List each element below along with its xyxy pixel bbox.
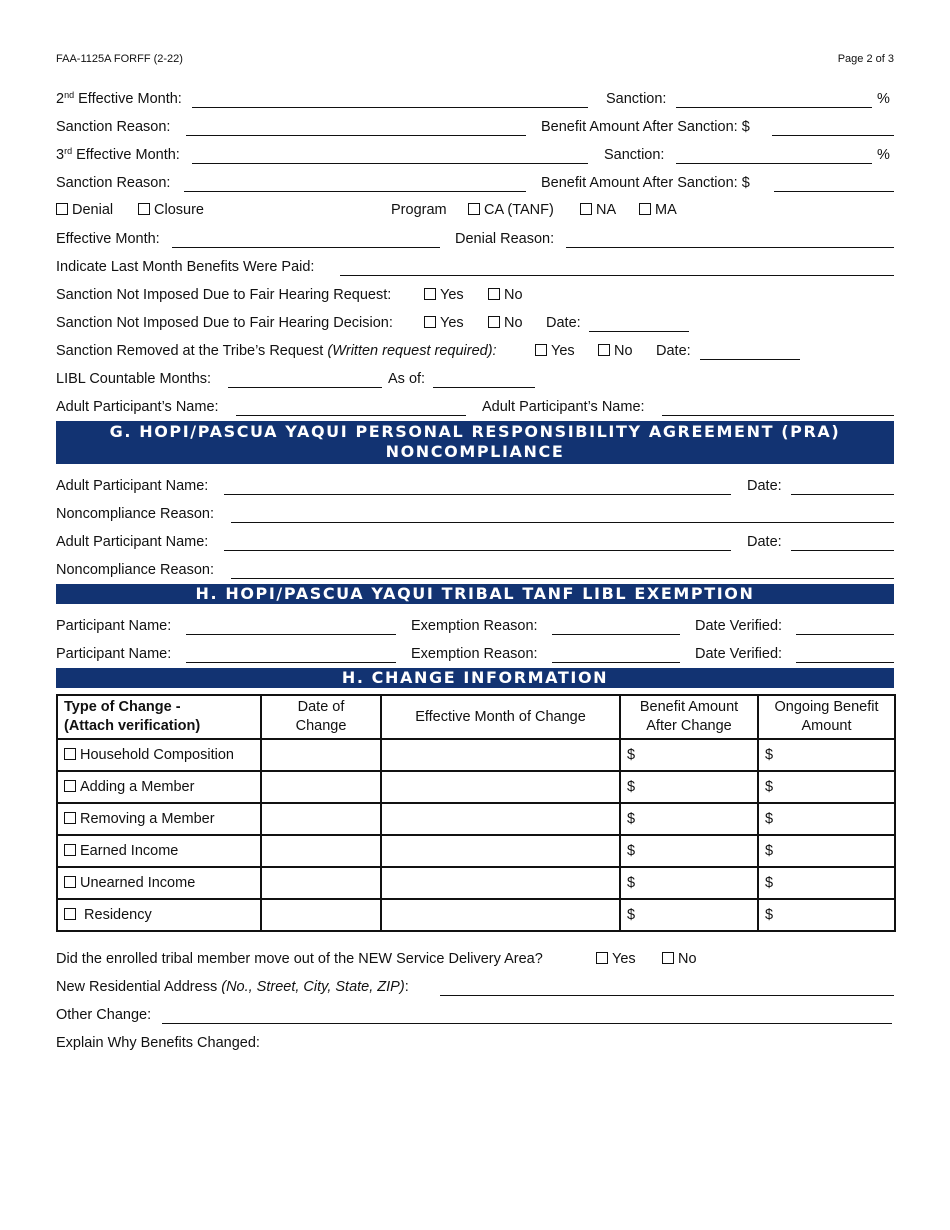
2nd-effective-month-field[interactable]: [192, 107, 588, 108]
ongoing-benefit-cell[interactable]: $: [758, 835, 895, 867]
fh-request-no-checkbox[interactable]: No: [488, 287, 523, 303]
percent-sign: %: [877, 147, 890, 163]
label-denial-reason: Denial Reason:: [455, 231, 555, 247]
table-row: [57, 771, 895, 803]
label-libl-months: LIBL Countable Months:: [56, 371, 212, 387]
label-other-change: Other Change:: [56, 1007, 152, 1023]
row-effective-month-denial: [56, 231, 894, 251]
ongoing-benefit-cell[interactable]: $: [758, 867, 895, 899]
denial-checkbox[interactable]: Denial: [56, 202, 113, 218]
col-date-of-change: Date of Change: [261, 695, 381, 739]
fh-decision-no-checkbox[interactable]: No: [488, 315, 523, 331]
g-noncompliance-reason-field-1[interactable]: [231, 522, 894, 523]
label-participant-name: Participant Name:: [56, 646, 172, 662]
label-sanction-reason: Sanction Reason:: [56, 119, 171, 135]
label-moved-question: Did the enrolled tribal member move out of the NEW Service Delivery Area?: [56, 951, 543, 967]
date-of-change-cell[interactable]: [261, 867, 381, 899]
row-g-reason-2: [56, 562, 894, 582]
effective-month-cell[interactable]: [381, 771, 620, 803]
label-exemption-reason: Exemption Reason:: [411, 618, 538, 634]
ongoing-benefit-cell[interactable]: $: [758, 899, 895, 931]
label-adult-participant-name: Adult Participant Name:: [56, 478, 209, 494]
g-noncompliance-reason-field-2[interactable]: [231, 578, 894, 579]
tribe-request-date-field[interactable]: [700, 359, 800, 360]
col-effective-month: Effective Month of Change: [381, 695, 620, 739]
benefit-after-change-cell[interactable]: $: [620, 835, 758, 867]
h-participant-name-field-2[interactable]: [186, 662, 396, 663]
label-benefit-after-sanction: Benefit Amount After Sanction: $: [541, 119, 750, 135]
benefit-after-change-cell[interactable]: $: [620, 739, 758, 771]
label-date: Date:: [546, 315, 581, 331]
ca-tanf-checkbox[interactable]: CA (TANF): [468, 202, 554, 218]
date-of-change-cell[interactable]: [261, 899, 381, 931]
date-of-change-cell[interactable]: [261, 835, 381, 867]
label-sanction-reason: Sanction Reason:: [56, 175, 171, 191]
ma-checkbox[interactable]: MA: [639, 202, 677, 218]
label-benefit-after-sanction: Benefit Amount After Sanction: $: [541, 175, 750, 191]
row-new-address: [56, 979, 894, 999]
change-table-header: [57, 695, 895, 739]
label-date-verified: Date Verified:: [695, 646, 783, 662]
benefit-after-change-cell[interactable]: $: [620, 867, 758, 899]
g-adult-name-field-1[interactable]: [224, 494, 731, 495]
row-fair-hearing-request: [56, 287, 894, 307]
section-h-change-header: H. CHANGE INFORMATION: [56, 668, 894, 688]
g-adult-name-field-2[interactable]: [224, 550, 731, 551]
label-tribe-request: Sanction Removed at the Tribe’s Request (Written request required):: [56, 343, 497, 359]
g-date-field-1[interactable]: [791, 494, 894, 495]
row-h-participant-1: [56, 618, 894, 638]
label-sanction: Sanction:: [606, 91, 667, 107]
tribe-request-yes-checkbox[interactable]: Yes: [535, 343, 575, 359]
table-row: [57, 835, 895, 867]
removing-member-checkbox[interactable]: Removing a Member: [57, 803, 261, 835]
benefit-after-sanction-field[interactable]: [774, 191, 894, 192]
h-date-verified-field-1[interactable]: [796, 634, 894, 635]
closure-checkbox[interactable]: Closure: [138, 202, 204, 218]
label-date: Date:: [656, 343, 691, 359]
label-as-of: As of:: [388, 371, 426, 387]
date-of-change-cell[interactable]: [261, 771, 381, 803]
ongoing-benefit-cell[interactable]: $: [758, 739, 895, 771]
label-new-address: New Residential Address (No., Street, City, State, ZIP):: [56, 979, 409, 995]
section-g-header: G. HOPI/PASCUA YAQUI PERSONAL RESPONSIBILITY AGREEMENT (PRA) NONCOMPLIANCE: [56, 421, 894, 464]
libl-months-field[interactable]: [228, 387, 382, 388]
fh-decision-date-field[interactable]: [589, 331, 689, 332]
row-g-adult-2: [56, 534, 894, 554]
label-date: Date:: [747, 478, 782, 494]
other-change-field[interactable]: [162, 1023, 892, 1024]
row-fair-hearing-decision: [56, 315, 894, 335]
row-tribe-request: [56, 343, 894, 363]
row-sanction-reason-2: [56, 175, 894, 195]
row-denial-closure: [56, 202, 894, 222]
date-of-change-cell[interactable]: [261, 739, 381, 771]
label-effective-month: Effective Month:: [56, 231, 160, 247]
h-participant-name-field-1[interactable]: [186, 634, 396, 635]
as-of-field[interactable]: [433, 387, 535, 388]
label-last-month-paid: Indicate Last Month Benefits Were Paid:: [56, 259, 315, 275]
change-table: [56, 694, 896, 932]
effective-month-cell[interactable]: [381, 803, 620, 835]
sanction-reason-field[interactable]: [186, 135, 526, 136]
adding-member-checkbox[interactable]: Adding a Member: [57, 771, 261, 803]
sanction-field[interactable]: [676, 107, 872, 108]
h-date-verified-field-2[interactable]: [796, 662, 894, 663]
row-libl-months: [56, 371, 894, 391]
label-3rd-effective-month: 3rd Effective Month:: [56, 146, 180, 163]
row-g-adult-1: [56, 478, 894, 498]
unearned-income-checkbox[interactable]: Unearned Income: [57, 867, 261, 899]
h-exemption-reason-field-2[interactable]: [552, 662, 680, 663]
benefit-after-sanction-field[interactable]: [772, 135, 894, 136]
label-program: Program: [391, 202, 447, 218]
denial-reason-field[interactable]: [566, 247, 894, 248]
residency-checkbox[interactable]: Residency: [57, 899, 261, 931]
effective-month-cell[interactable]: [381, 899, 620, 931]
ongoing-benefit-cell[interactable]: $: [758, 771, 895, 803]
row-h-participant-2: [56, 646, 894, 666]
3rd-effective-month-field[interactable]: [192, 163, 588, 164]
label-fair-hearing-request: Sanction Not Imposed Due to Fair Hearing Request:: [56, 287, 392, 303]
tribe-request-no-checkbox[interactable]: No: [598, 343, 633, 359]
fh-decision-yes-checkbox[interactable]: Yes: [424, 315, 464, 331]
label-noncompliance-reason: Noncompliance Reason:: [56, 506, 214, 522]
date-of-change-cell[interactable]: [261, 803, 381, 835]
table-row: [57, 803, 895, 835]
form-id: FAA-1125A FORFF (2-22): [56, 53, 183, 65]
label-fair-hearing-decision: Sanction Not Imposed Due to Fair Hearing Decision:: [56, 315, 393, 331]
row-explain: [56, 1035, 894, 1055]
effective-month-cell[interactable]: [381, 835, 620, 867]
percent-sign: %: [877, 91, 890, 107]
effective-month-cell[interactable]: [381, 739, 620, 771]
label-adult-participants-name: Adult Participant’s Name:: [56, 399, 219, 415]
ongoing-benefit-cell[interactable]: $: [758, 803, 895, 835]
label-date: Date:: [747, 534, 782, 550]
label-date-verified: Date Verified:: [695, 618, 783, 634]
row-2nd-effective-month: [56, 91, 894, 111]
row-sanction-reason-1: [56, 119, 894, 139]
last-month-paid-field[interactable]: [340, 275, 894, 276]
benefit-after-change-cell[interactable]: $: [620, 771, 758, 803]
label-sanction: Sanction:: [604, 147, 665, 163]
label-exemption-reason: Exemption Reason:: [411, 646, 538, 662]
page-number: Page 2 of 3: [837, 53, 894, 65]
household-composition-checkbox[interactable]: Household Composition: [57, 739, 261, 771]
fh-request-yes-checkbox[interactable]: Yes: [424, 287, 464, 303]
col-type-of-change: Type of Change - (Attach verification): [57, 695, 261, 739]
row-g-reason-1: [56, 506, 894, 526]
label-participant-name: Participant Name:: [56, 618, 172, 634]
label-2nd-effective-month: 2nd Effective Month:: [56, 90, 182, 107]
table-row: [57, 739, 895, 771]
effective-month-cell[interactable]: [381, 867, 620, 899]
na-checkbox[interactable]: NA: [580, 202, 616, 218]
section-h-libl-header: H. HOPI/PASCUA YAQUI TRIBAL TANF LIBL EXEMPTION: [56, 584, 894, 604]
row-other-change: [56, 1007, 894, 1027]
row-3rd-effective-month: [56, 147, 894, 167]
sanction-field[interactable]: [676, 163, 872, 164]
row-adult-participants: [56, 399, 894, 419]
table-row: [57, 899, 895, 931]
moved-yes-checkbox[interactable]: Yes: [596, 951, 636, 967]
label-explain-why: Explain Why Benefits Changed:: [56, 1035, 260, 1051]
table-row: [57, 867, 895, 899]
adult-participant-name-field-1[interactable]: [236, 415, 466, 416]
moved-no-checkbox[interactable]: No: [662, 951, 697, 967]
new-address-field[interactable]: [440, 995, 894, 996]
earned-income-checkbox[interactable]: Earned Income: [57, 835, 261, 867]
row-last-month-paid: [56, 259, 894, 279]
benefit-after-change-cell[interactable]: $: [620, 803, 758, 835]
row-moved-question: [56, 951, 894, 971]
h-exemption-reason-field-1[interactable]: [552, 634, 680, 635]
label-adult-participants-name: Adult Participant’s Name:: [482, 399, 645, 415]
label-adult-participant-name: Adult Participant Name:: [56, 534, 209, 550]
g-date-field-2[interactable]: [791, 550, 894, 551]
col-benefit-after-change: Benefit Amount After Change: [620, 695, 758, 739]
benefit-after-change-cell[interactable]: $: [620, 899, 758, 931]
sanction-reason-field[interactable]: [184, 191, 526, 192]
col-ongoing-benefit: Ongoing Benefit Amount: [758, 695, 895, 739]
effective-month-field[interactable]: [172, 247, 440, 248]
label-noncompliance-reason: Noncompliance Reason:: [56, 562, 214, 578]
adult-participant-name-field-2[interactable]: [662, 415, 894, 416]
